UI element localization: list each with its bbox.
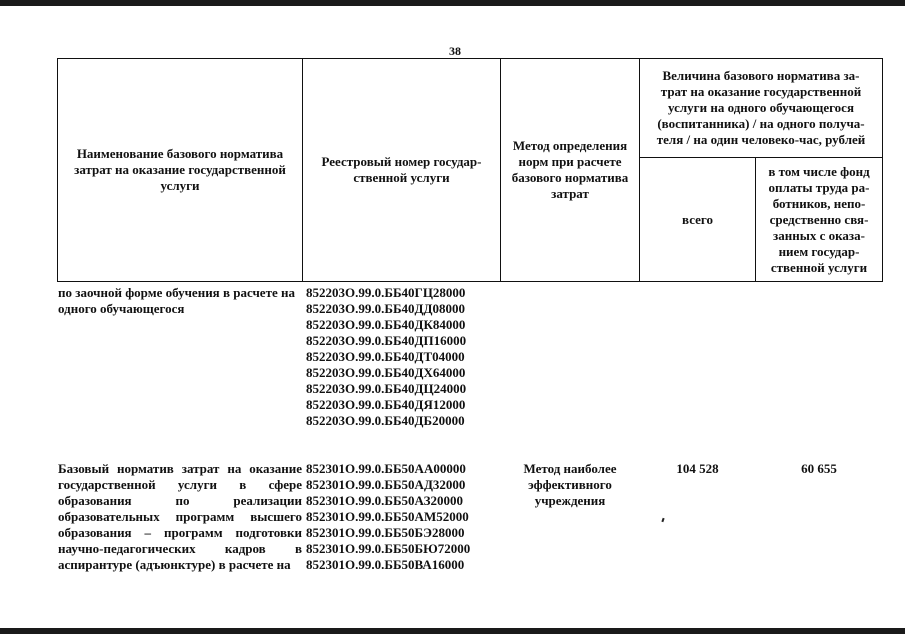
row-1-codes xyxy=(306,285,501,429)
header-name-label: Наименование базового норматива затрат на оказание государственной услуги xyxy=(74,146,286,193)
header-value-cell xyxy=(639,58,883,158)
page-number: 38 xyxy=(449,44,461,58)
row-2-name: Базовый норматив затрат на оказание государственной услуги в сфере образования по реализации образовательных программ высшего образования – программ подготовки научно-педагогических кадров в аспирантуре (адъюнктуре) в расчете на xyxy=(58,461,302,572)
row-2-method: Метод наиболее эффективного учреждения xyxy=(523,461,617,508)
registry-code: 852301О.99.0.ББ50АЗ20000 xyxy=(306,493,463,508)
header-registry-label: Реестровый номер государ- ственной услуги xyxy=(321,154,482,185)
scan-top-edge xyxy=(0,0,905,6)
registry-code: 852203О.99.0.ББ40ДП16000 xyxy=(306,333,467,348)
header-total-cell xyxy=(639,157,756,282)
registry-code: 852203О.99.0.ББ40ДБ20000 xyxy=(306,413,465,428)
registry-code: 852301О.99.0.ББ50ВА16000 xyxy=(306,557,465,572)
registry-code: 852301О.99.0.ББ50АА00000 xyxy=(306,461,466,476)
registry-code: 852203О.99.0.ББ40ДЯ12000 xyxy=(306,397,466,412)
registry-code: 852203О.99.0.ББ40ДК84000 xyxy=(306,317,466,332)
registry-code: 852203О.99.0.ББ40ГЦ28000 xyxy=(306,285,466,300)
header-method-cell xyxy=(500,58,640,282)
header-wage-label: в том числе фонд оплаты труда ра- ботников, непо- средственно свя- занных с оказа- нием государ- ственной услуги xyxy=(768,163,870,275)
scan-bottom-edge xyxy=(0,628,905,634)
registry-code: 852203О.99.0.ББ40ДД08000 xyxy=(306,301,465,316)
row-2-codes xyxy=(306,461,501,573)
registry-code: 852203О.99.0.ББ40ДХ64000 xyxy=(306,365,466,380)
registry-code: 852301О.99.0.ББ50БЭ28000 xyxy=(306,525,465,540)
header-total-label: всего xyxy=(682,211,713,227)
header-value-label: Величина базового норматива за- трат на оказание государственной услуги на одного обучающегося (воспитанника) / на одного получа- теля / на один человеко-час, рублей xyxy=(656,68,866,147)
header-wage-cell xyxy=(755,157,883,282)
row-1-name: по заочной форме обучения в расчете на одного обучающегося xyxy=(58,285,295,316)
registry-code: 852203О.99.0.ББ40ДТ04000 xyxy=(306,349,465,364)
header-name-cell xyxy=(57,58,303,282)
registry-code: 852301О.99.0.ББ50БЮ72000 xyxy=(306,541,471,556)
scan-speck xyxy=(661,518,664,522)
header-registry-cell xyxy=(302,58,501,282)
registry-code: 852301О.99.0.ББ50АД32000 xyxy=(306,477,466,492)
header-method-label: Метод определения норм при расчете базового норматива затрат xyxy=(511,138,629,201)
row-2-total: 104 528 xyxy=(676,461,719,476)
row-2-wage: 60 655 xyxy=(801,461,837,476)
registry-code: 852301О.99.0.ББ50АМ52000 xyxy=(306,509,469,524)
registry-code: 852203О.99.0.ББ40ДЦ24000 xyxy=(306,381,467,396)
